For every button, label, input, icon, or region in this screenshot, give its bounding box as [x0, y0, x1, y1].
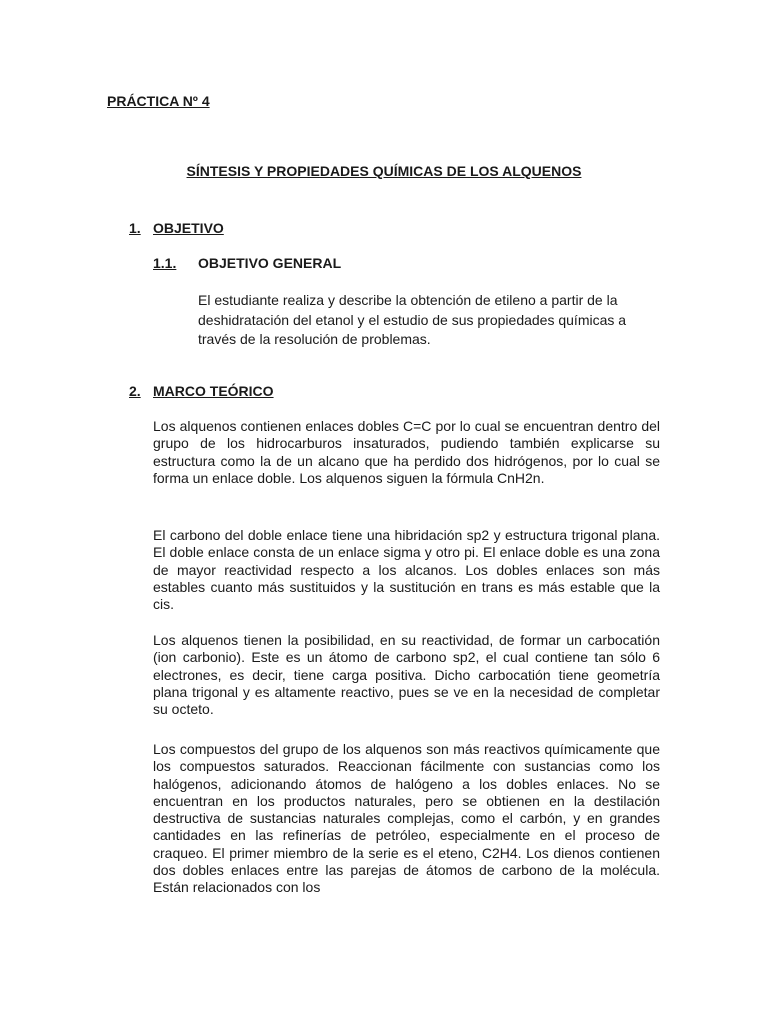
subsection-title: OBJETIVO GENERAL [198, 255, 342, 271]
section-number: 2. [129, 383, 141, 399]
paragraph: Los alquenos tienen la posibilidad, en su reactividad, de formar un carbocatión (ion carbonio). Este es un átomo de carbono sp2, el cual contiene tan sólo 6 electrones, es decir, tiene carga positiva. Dicho carbocatión tiene geometría plana trigonal y es altamente reactivo, pues se ve en la necesidad de completar su octeto. [153, 632, 660, 718]
subsection-heading-objetivo-general [153, 255, 341, 271]
section-heading-objetivo [129, 220, 224, 236]
section-heading-marco-teorico [129, 383, 274, 399]
objective-paragraph: El estudiante realiza y describe la obtención de etileno a partir de la deshidratación del etanol y el estudio de sus propiedades químicas a través de la resolución de problemas. [198, 292, 627, 347]
subsection-number: 1.1. [153, 255, 177, 271]
section-number: 1. [129, 220, 141, 236]
paragraph: El carbono del doble enlace tiene una hibridación sp2 y estructura trigonal plana. El doble enlace consta de un enlace sigma y otro pi. El enlace doble es una zona de mayor reactividad respecto a los alcanos. Los dobles enlaces son más estables cuanto más sustituidos y la sustitución en trans es más estable que la cis. [153, 527, 660, 613]
section-title: OBJETIVO [153, 220, 224, 236]
practice-title: PRÁCTICA Nº 4 [107, 93, 210, 109]
paragraph: Los alquenos contienen enlaces dobles C=C por lo cual se encuentran dentro del grupo de los hidrocarburos insaturados, pudiendo también explicarse su estructura como la de un alcano que ha perdido dos hidrógenos, por lo cual se forma un enlace doble. Los alquenos siguen la fórmula CnH2n. [153, 418, 660, 486]
document-title: SÍNTESIS Y PROPIEDADES QUÍMICAS DE LOS ALQUENOS [186, 163, 582, 179]
section-title: MARCO TEÓRICO [153, 383, 274, 399]
paragraph: Los compuestos del grupo de los alquenos son más reactivos químicamente que los compuestos saturados. Reaccionan fácilmente con sustancias como los halógenos, adicionando átomos de halógeno a los dobles enlaces. No se encuentran en los productos naturales, pero se obtienen en la destilación destructiva de sustancias naturales complejas, como el carbón, y en grandes cantidades en las refinerías de petróleo, especialmente en el proceso de craqueo. El primer miembro de la serie es el eteno, C2H4. Los dienos contienen dos dobles enlaces entre las parejas de átomos de carbono de la molécula. Están relacionados con los [153, 741, 660, 896]
